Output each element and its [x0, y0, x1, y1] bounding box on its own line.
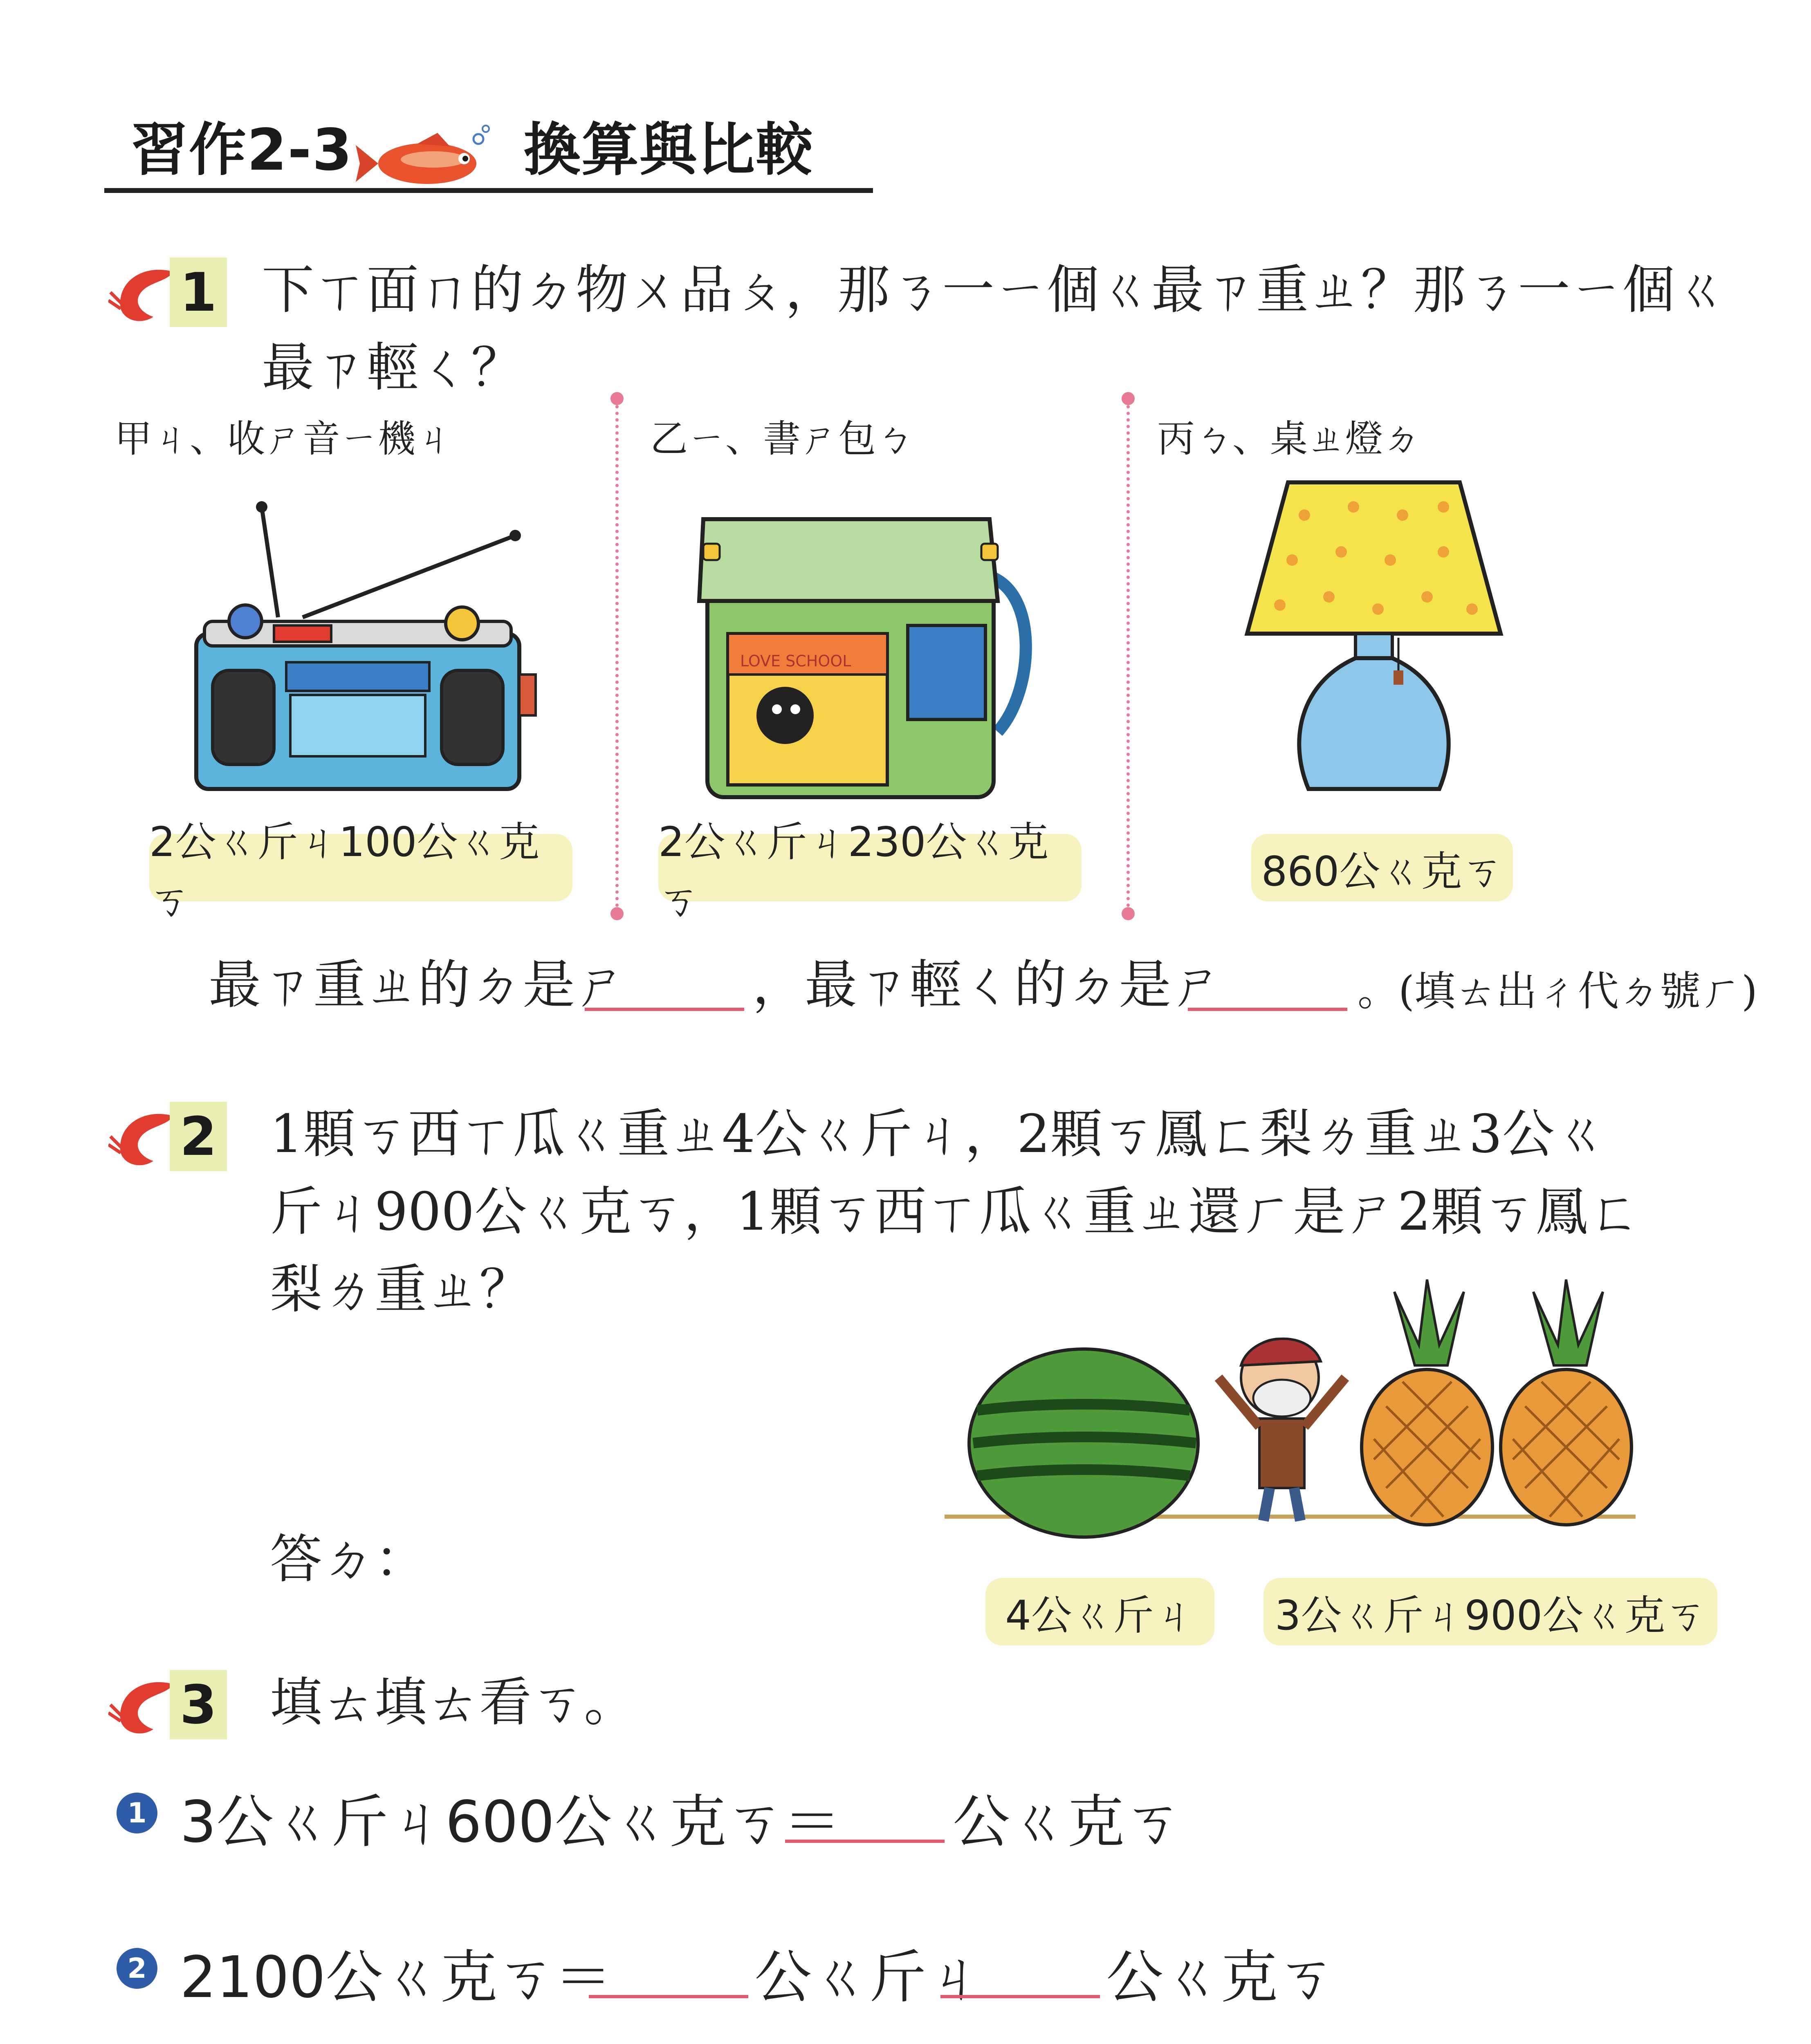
fish-icon: [356, 123, 491, 192]
exercise-number: 2: [117, 1948, 157, 1989]
exercise-expression: 3公ㄍ斤ㄐ600公ㄍ克ㄎ＝: [180, 1789, 841, 1856]
question-badge-3: [108, 1670, 231, 1739]
exercise-unit: 公ㄍ斤ㄐ: [754, 1944, 984, 2011]
shrimp-icon: [108, 1676, 178, 1737]
page-title: 換算與比較: [523, 117, 814, 184]
radio-illustration: [180, 499, 540, 793]
answer-blank-heaviest[interactable]: [585, 1008, 744, 1011]
question-number: 2: [170, 1102, 227, 1171]
item-label-radio: 甲ㄐ、收ㄕ音ㄧ機ㄐ: [114, 417, 453, 461]
exercise-blank[interactable]: [940, 1995, 1100, 1998]
question-3-text: 填ㄊ填ㄊ看ㄎ。: [270, 1672, 637, 1733]
dotted-separator: [615, 399, 619, 914]
fruit-scale-illustration: [940, 1275, 1660, 1562]
exercise-blank[interactable]: [785, 1840, 945, 1843]
answer-heaviest-label: 最ㄗ重ㄓ的ㄉ是ㄕ: [209, 955, 628, 1015]
pineapple-weight-label: 3公ㄍ斤ㄐ900公ㄍ克ㄎ: [1263, 1578, 1717, 1645]
question-number: 3: [170, 1670, 227, 1739]
item-label-schoolbag: 乙ㄧ、書ㄕ包ㄅ: [650, 417, 914, 461]
weight-label-lamp: 860公ㄍ克ㄎ: [1251, 834, 1513, 901]
question-badge-1: [108, 258, 231, 327]
exercise-blank[interactable]: [589, 1995, 748, 1998]
watermelon-weight-label: 4公ㄍ斤ㄐ: [985, 1578, 1214, 1645]
weight-label-schoolbag: 2公ㄍ斤ㄐ230公ㄍ克ㄎ: [658, 834, 1082, 901]
question-badge-2: [108, 1102, 231, 1171]
question-2-line-1: 1顆ㄎ西ㄒ瓜ㄍ重ㄓ4公ㄍ斤ㄐ，2顆ㄎ鳳ㄈ梨ㄌ重ㄓ3公ㄍ: [270, 1104, 1607, 1165]
question-number: 1: [170, 258, 227, 327]
lamp-illustration: [1239, 478, 1517, 801]
shrimp-icon: [108, 264, 178, 325]
shrimp-icon: [108, 1108, 178, 1169]
question-2-line-2: 斤ㄐ900公ㄍ克ㄎ，1顆ㄎ西ㄒ瓜ㄍ重ㄓ還ㄏ是ㄕ2顆ㄎ鳳ㄈ: [270, 1181, 1640, 1242]
answer-lightest-label: ，最ㄗ輕ㄑ的ㄉ是ㄕ: [752, 955, 1224, 1015]
exercise-number: 1: [117, 1793, 157, 1833]
exercise-unit: 公ㄍ克ㄎ: [1106, 1944, 1335, 2011]
exercise-label: 習作2-3: [131, 117, 353, 184]
bag-slogan: LOVE SCHOOL: [740, 652, 851, 670]
schoolbag-illustration: [695, 503, 1047, 805]
answer-instruction: 。(填ㄊ出ㄔ代ㄉ號ㄏ): [1358, 967, 1758, 1015]
answer-blank-lightest[interactable]: [1188, 1008, 1347, 1011]
answer-label: 答ㄉ：: [270, 1529, 427, 1590]
item-label-lamp: 丙ㄅ、桌ㄓ燈ㄉ: [1157, 417, 1421, 461]
exercise-expression: 2100公ㄍ克ㄎ＝: [180, 1944, 612, 2011]
title-divider: [104, 188, 873, 193]
answer-area[interactable]: [421, 1508, 748, 1582]
dotted-separator: [1127, 399, 1130, 914]
weight-label-radio: 2公ㄍ斤ㄐ100公ㄍ克ㄎ: [149, 834, 572, 901]
question-1-text: 下ㄒ面ㄇ的ㄉ物ㄨ品ㄆ，那ㄋ一ㄧ個ㄍ最ㄗ重ㄓ？那ㄋ一ㄧ個ㄍ最ㄗ輕ㄑ？: [262, 260, 1728, 398]
question-2-line-3: 梨ㄌ重ㄓ？: [270, 1259, 532, 1320]
exercise-unit: 公ㄍ克ㄎ: [953, 1789, 1182, 1856]
